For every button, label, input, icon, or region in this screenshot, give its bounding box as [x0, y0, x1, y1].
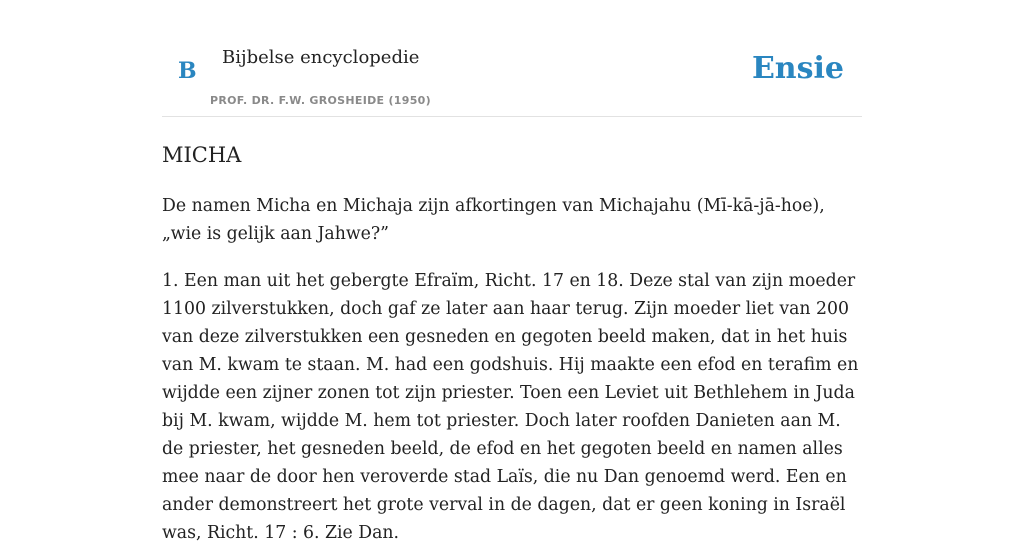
article-paragraph-1: 1. Een man uit het gebergte Efraïm, Richt. 17 en 18. Deze stal van zijn moeder 1100 zilverstukken, doch gaf ze later aan haar terug. Zijn moeder liet van 200 van deze zilverstukken een gesneden en gegoten beeld maken, dat in het huis van M. kwam te staan. M. had een godshuis. Hij maakte een efod en terafim en wijdde een zijner zonen tot zijn priester. Toen een Leviet uit Bethlehem in Juda bij M. kwam, wijdde M. hem tot priester. Doch later roofden Danieten aan M. de priester, het gesneden beeld, de efod en het gegoten beeld en namen alles mee naar de door hen veroverde stad Laïs, die nu Dan genoemd werd. Een en ander demonstreert het grote verval in de dagen, dat er geen koning in Israël was, Richt. 17 : 6. Zie Dan.	[162, 271, 859, 543]
book-icon[interactable]: B	[178, 58, 197, 84]
article	[162, 138, 862, 547]
article-title: MICHA	[162, 143, 242, 167]
page-header	[162, 0, 862, 117]
book-title-link[interactable]: Bijbelse encyclopedie	[222, 47, 420, 68]
article-paragraph-intro: De namen Micha en Michaja zijn afkortingen van Michajahu (Mī-kā-jā-hoe), „wie is gelijk aan Jahwe?”	[162, 196, 825, 244]
book-author: PROF. DR. F.W. GROSHEIDE (1950)	[210, 94, 431, 107]
ensie-logo[interactable]: Ensie	[751, 51, 844, 86]
